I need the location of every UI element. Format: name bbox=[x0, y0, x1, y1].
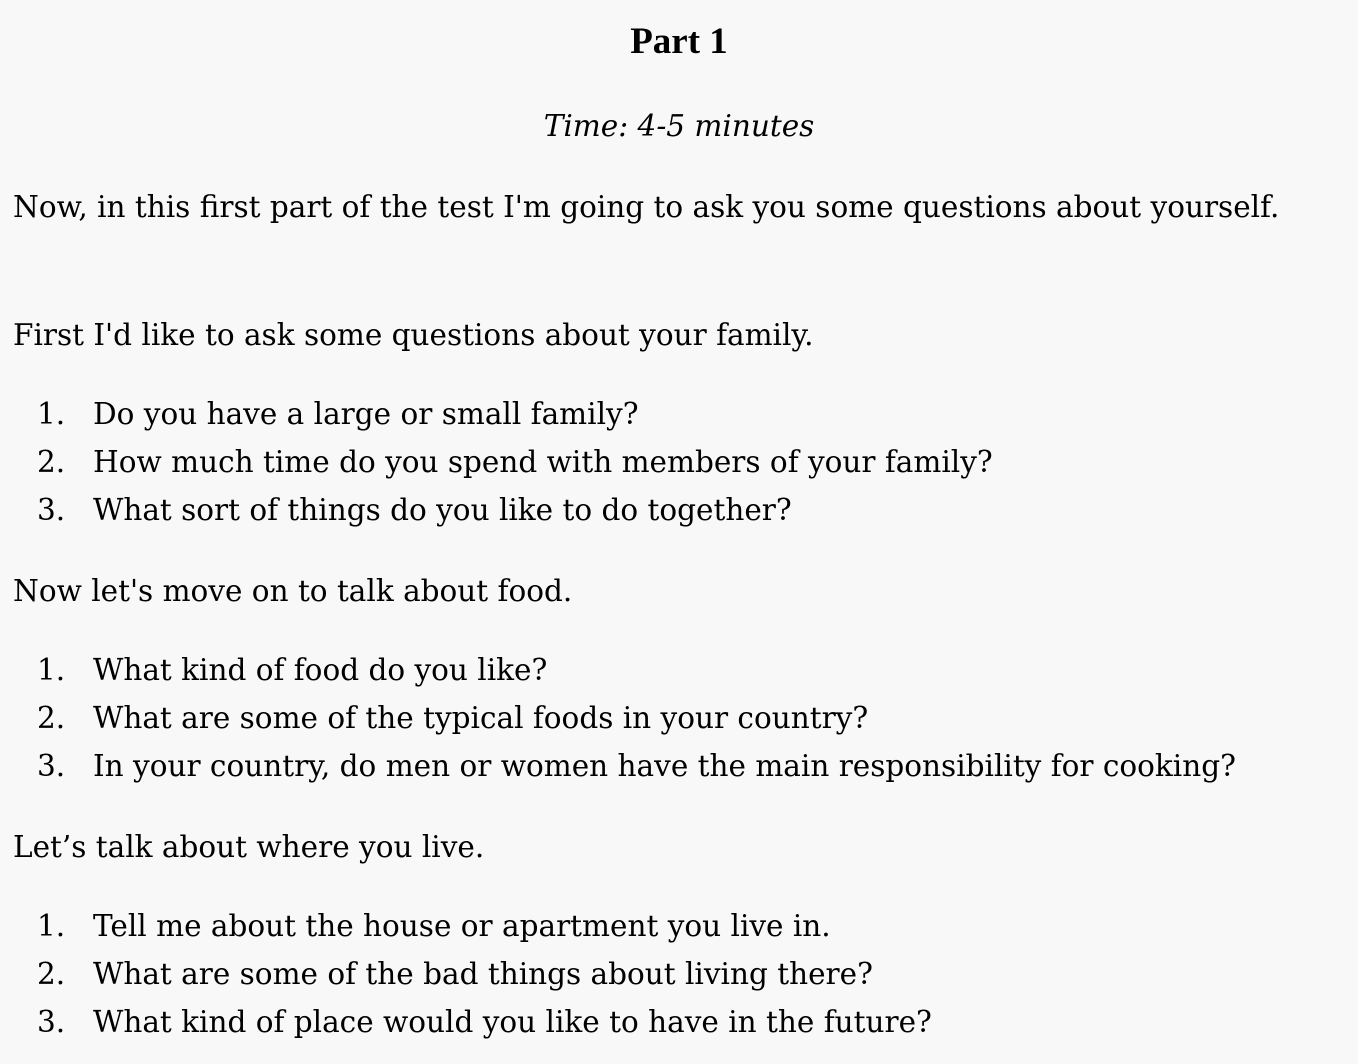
question-number: 2. bbox=[37, 701, 66, 735]
question-number: 3. bbox=[37, 749, 66, 783]
question-item bbox=[13, 438, 1358, 486]
question-item bbox=[13, 742, 1358, 790]
question-list-family bbox=[13, 390, 1358, 534]
page-title: Part 1 bbox=[630, 21, 728, 62]
question-text: How much time do you spend with members of your family? bbox=[93, 445, 993, 479]
question-text: What are some of the typical foods in your country? bbox=[93, 701, 869, 735]
section-heading-home: Let’s talk about where you live. bbox=[13, 830, 485, 864]
question-text: What sort of things do you like to do together? bbox=[93, 493, 792, 527]
question-number: 3. bbox=[37, 493, 66, 527]
question-text: What kind of food do you like? bbox=[93, 653, 548, 687]
question-text: What are some of the bad things about living there? bbox=[93, 957, 873, 991]
question-number: 2. bbox=[37, 445, 66, 479]
question-item bbox=[13, 646, 1358, 694]
question-number: 1. bbox=[37, 397, 66, 431]
question-text: In your country, do men or women have the main responsibility for cooking? bbox=[93, 749, 1236, 783]
question-item bbox=[13, 486, 1358, 534]
question-number: 2. bbox=[37, 957, 66, 991]
question-number: 3. bbox=[37, 1005, 66, 1039]
question-text: Tell me about the house or apartment you live in. bbox=[93, 909, 831, 943]
question-number: 1. bbox=[37, 653, 66, 687]
question-number: 1. bbox=[37, 909, 66, 943]
question-item bbox=[13, 902, 1358, 950]
question-item bbox=[13, 390, 1358, 438]
time-subtitle: Time: 4-5 minutes bbox=[543, 109, 815, 143]
question-item bbox=[13, 950, 1358, 998]
question-item bbox=[13, 998, 1358, 1046]
question-item bbox=[13, 694, 1358, 742]
intro-paragraph: Now, in this first part of the test I'm going to ask you some questions about yourself. bbox=[13, 190, 1280, 224]
question-list-food bbox=[13, 646, 1358, 790]
question-list-home bbox=[13, 902, 1358, 1046]
question-text: What kind of place would you like to have in the future? bbox=[93, 1005, 932, 1039]
section-heading-food: Now let's move on to talk about food. bbox=[13, 574, 573, 608]
section-heading-family: First I'd like to ask some questions about your family. bbox=[13, 318, 814, 352]
question-text: Do you have a large or small family? bbox=[93, 397, 639, 431]
